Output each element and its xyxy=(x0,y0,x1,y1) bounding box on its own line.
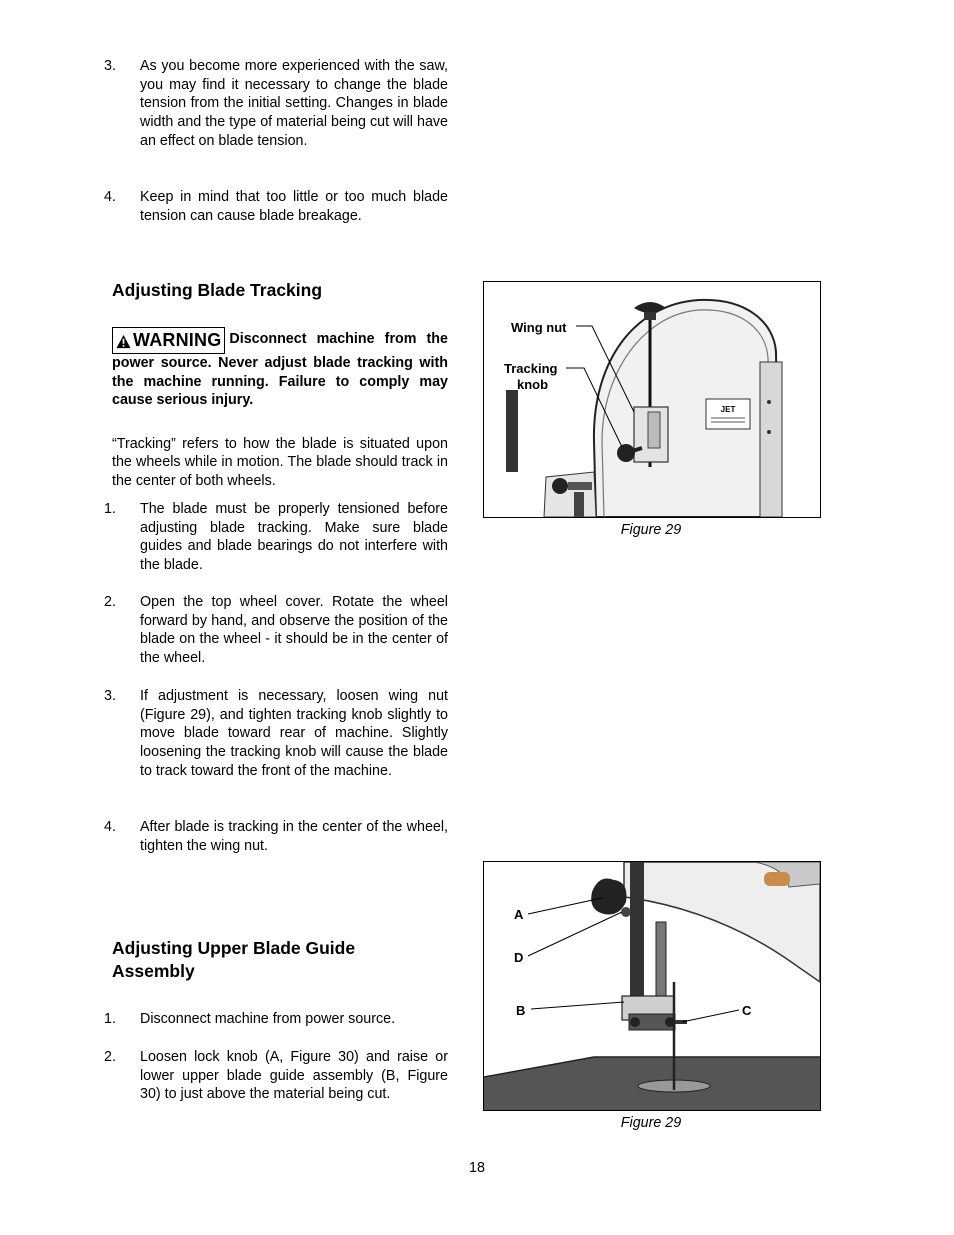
brand-logo: JET xyxy=(720,405,736,414)
list-number: 1. xyxy=(104,1011,116,1027)
list-item xyxy=(104,1010,448,1029)
callout-wing-nut: Wing nut xyxy=(511,320,567,335)
callout-a: A xyxy=(514,907,524,922)
section-heading-upper-blade-guide xyxy=(112,937,355,982)
list-item xyxy=(104,188,448,225)
list-item xyxy=(104,1048,448,1104)
bandsaw-tracking-illustration xyxy=(484,282,820,517)
list-item xyxy=(104,687,448,781)
tracking-intro: “Tracking” refers to how the blade is situated upon the wheels while in motion. The blade should track in the center of both wheels. xyxy=(112,436,448,489)
list-text: Disconnect machine from power source. xyxy=(140,1011,396,1027)
list-item xyxy=(104,57,448,151)
list-text: If adjustment is necessary, loosen wing nut (Figure 29), and tighten tracking knob slightly to move blade toward rear of machine. Slightly loosening the tracking knob will cause the blade to track toward the front of the machine. xyxy=(140,688,448,779)
list-text: As you become more experienced with the saw, you may find it necessary to change the blade tension from the initial setting. Changes in blade width and the type of material being cut will have an effect on blade tension. xyxy=(140,58,448,149)
list-text: After blade is tracking in the center of the wheel, tighten the wing nut. xyxy=(140,819,448,854)
list-number: 2. xyxy=(104,594,116,610)
figure-upper-blade-guide xyxy=(483,861,821,1111)
warning-triangle-icon xyxy=(116,334,131,349)
list-text: The blade must be properly tensioned before adjusting blade tracking. Make sure blade guides and blade bearings do not interfere with the blade. xyxy=(140,501,448,574)
list-number: 1. xyxy=(104,501,116,517)
list-item xyxy=(104,818,448,855)
warning-badge xyxy=(112,327,225,354)
list-text: Keep in mind that too little or too much blade tension can cause blade breakage. xyxy=(140,189,448,224)
section-heading-blade-tracking: Adjusting Blade Tracking xyxy=(112,280,323,300)
list-number: 2. xyxy=(104,1049,116,1065)
page-number: 18 xyxy=(469,1160,485,1176)
list-number: 3. xyxy=(104,688,116,704)
list-item xyxy=(104,593,448,668)
callout-knob: knob xyxy=(517,377,549,392)
heading-line: Assembly xyxy=(112,960,195,981)
list-item xyxy=(104,500,448,575)
warning-notice xyxy=(112,327,448,410)
figure-caption: Figure 29 xyxy=(620,522,682,538)
warning-text: Disconnect machine from the power source. Never adjust blade tracking with the machine running. Failure to comply may cause serious injury. xyxy=(112,331,448,408)
callout-tracking: Tracking xyxy=(504,361,558,376)
blade-guide-illustration xyxy=(484,862,820,1110)
list-text: Loosen lock knob (A, Figure 30) and raise or lower upper blade guide assembly (B, Figure 30) to just above the material being cut. xyxy=(140,1049,448,1103)
callout-b: B xyxy=(516,1003,526,1018)
list-text: Open the top wheel cover. Rotate the wheel forward by hand, and observe the position of the blade on the wheel - it should be in the center of the wheel. xyxy=(140,594,448,667)
heading-line: Adjusting Upper Blade Guide xyxy=(112,938,356,958)
figure-blade-tracking xyxy=(483,281,821,518)
warning-label: WARNING xyxy=(133,330,222,350)
list-number: 3. xyxy=(104,58,116,74)
list-number: 4. xyxy=(104,819,116,835)
callout-c: C xyxy=(742,1003,752,1018)
figure-caption: Figure 29 xyxy=(620,1115,682,1131)
callout-d: D xyxy=(514,950,524,965)
list-number: 4. xyxy=(104,189,116,205)
